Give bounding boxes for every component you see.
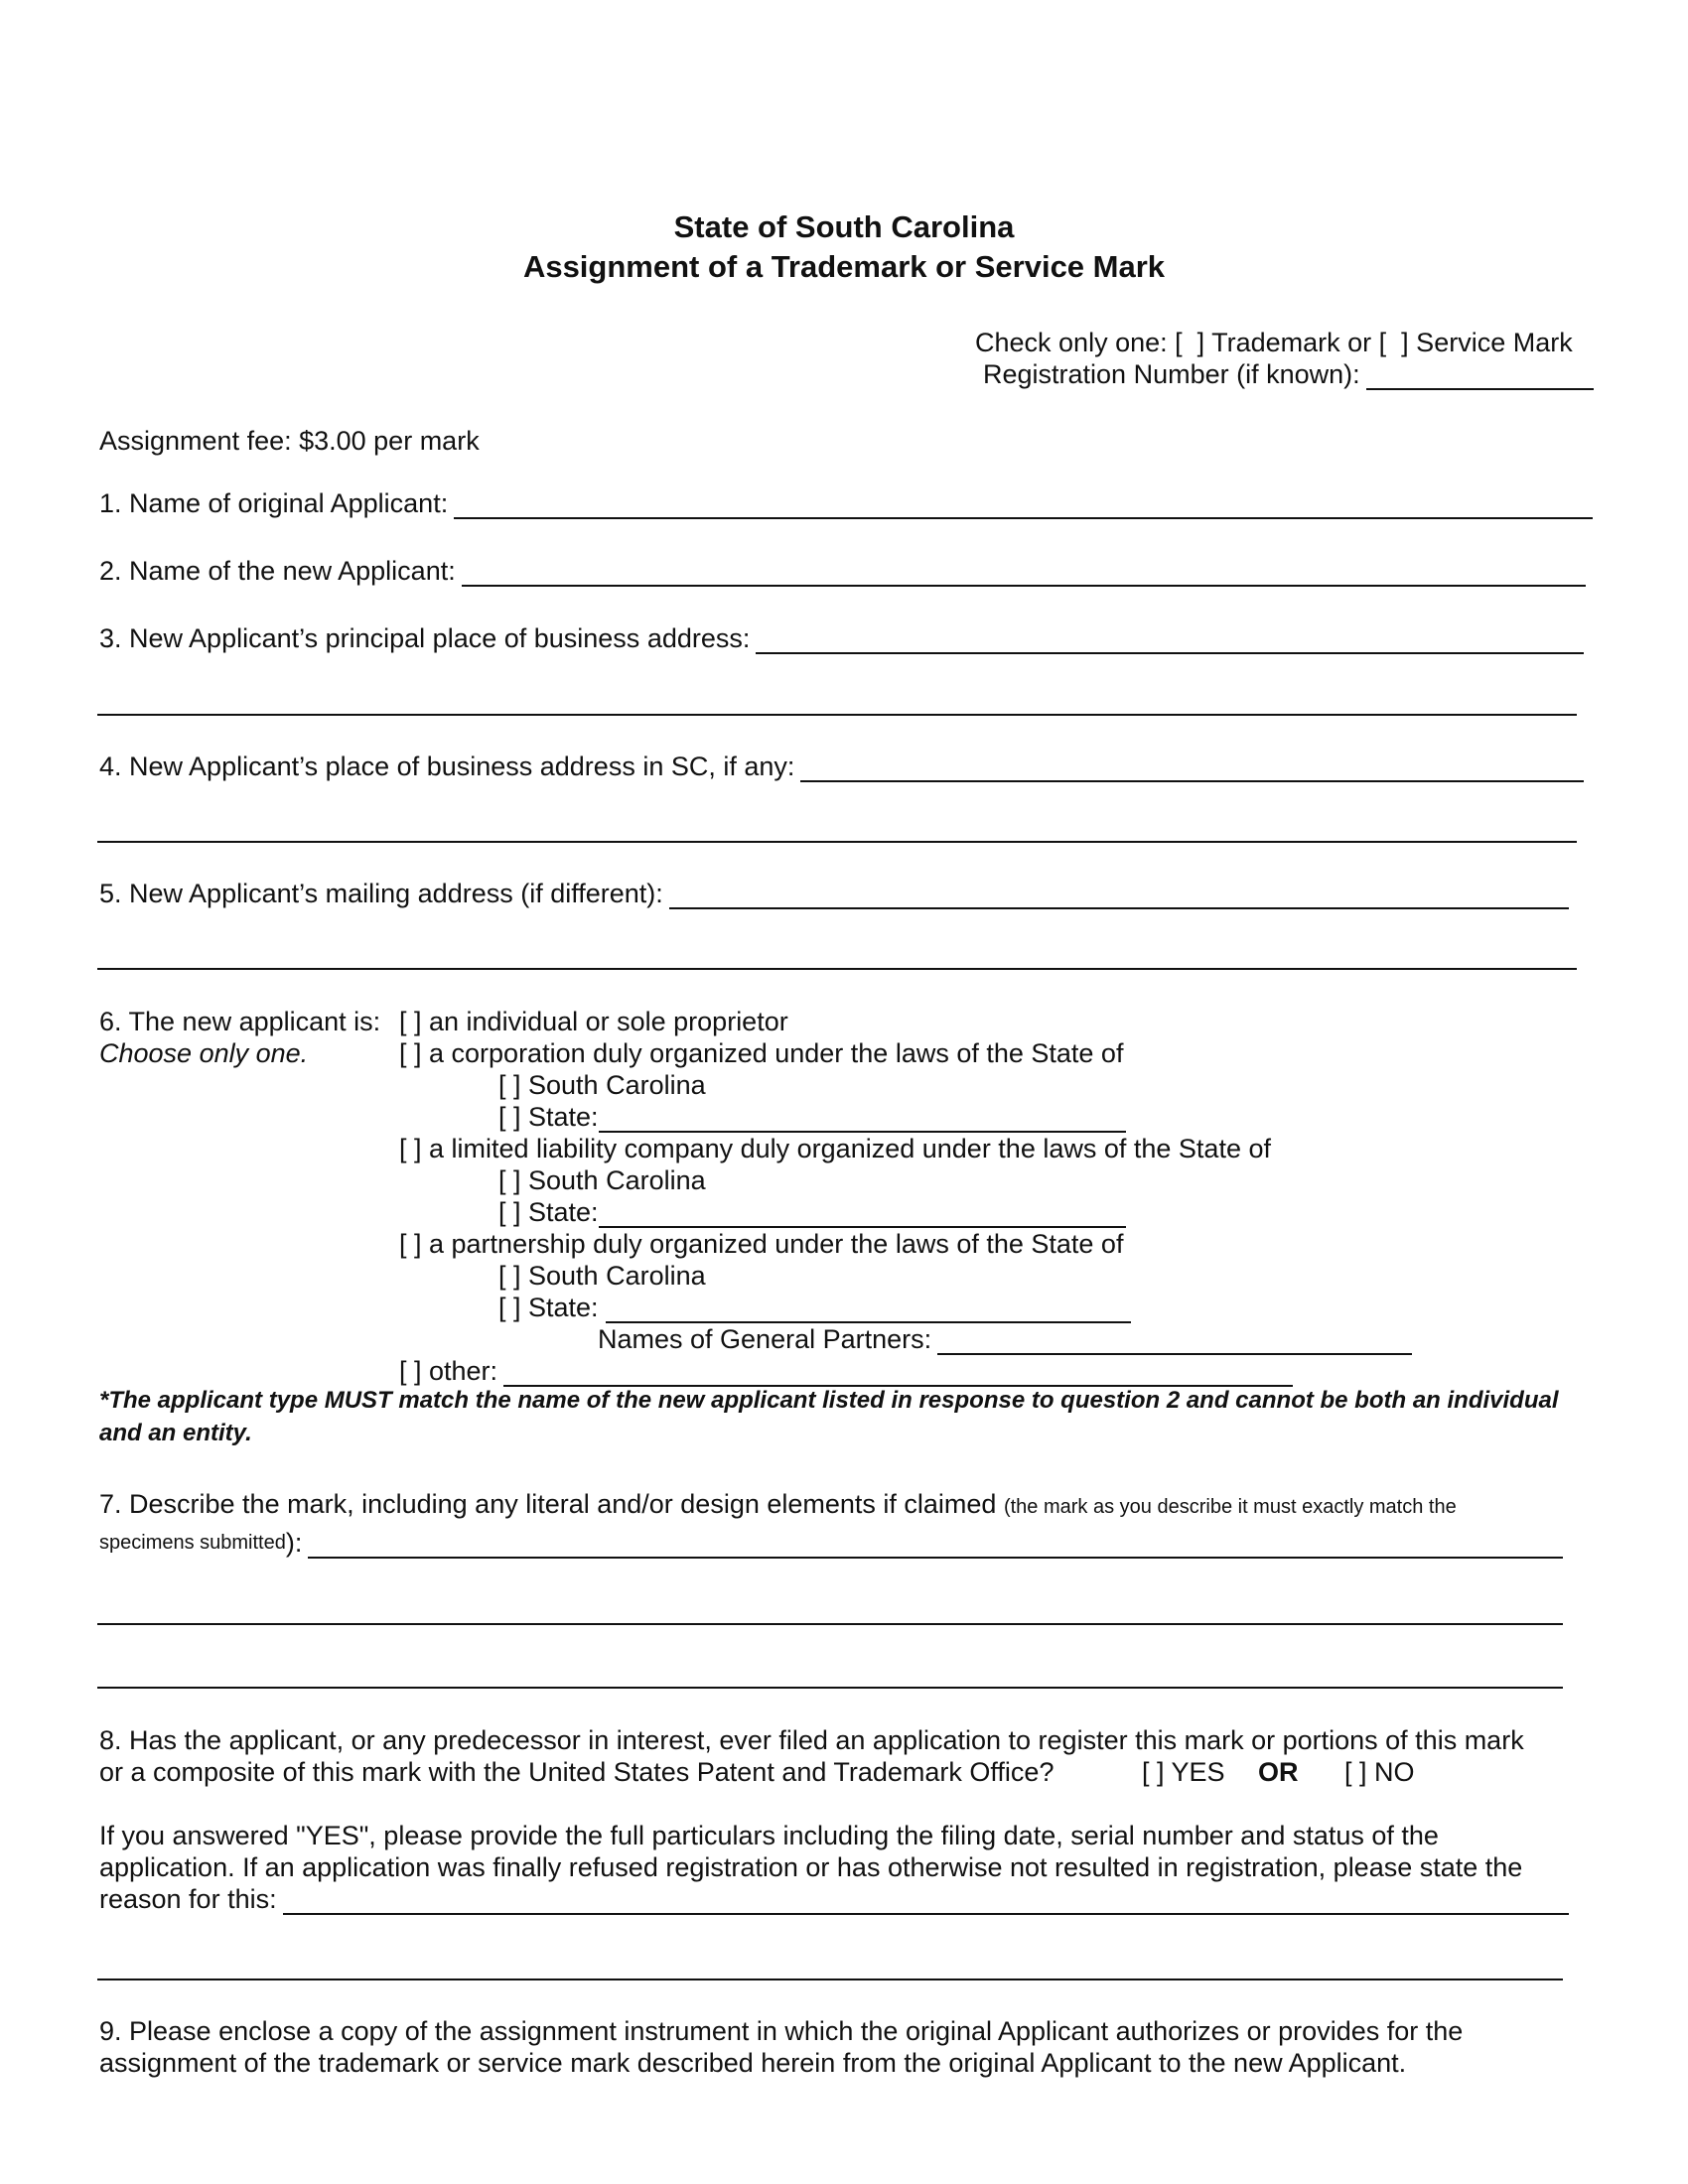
describe-mark-blank[interactable] xyxy=(308,1533,1563,1559)
choose-only-one-hint: Choose only one. xyxy=(99,1038,309,1068)
question-8-line-1: 8. Has the applicant, or any predecessor in interest, ever filed an application to register this mark or portions of this mark xyxy=(99,1725,1524,1755)
describe-mark-line-2[interactable] xyxy=(97,1623,1563,1625)
mark-type-checkboxes[interactable]: Check only one: [ ] Trademark or [ ] Service Mark xyxy=(975,328,1573,357)
refusal-reason-label: reason for this: xyxy=(99,1884,277,1914)
option-partnership[interactable]: [ ] a partnership duly organized under the laws of the State of xyxy=(399,1229,1124,1259)
sc-address-label: 4. New Applicant’s place of business address in SC, if any: xyxy=(99,751,795,781)
refusal-reason-blank[interactable] xyxy=(283,1889,1569,1915)
option-llc[interactable]: [ ] a limited liability company duly organized under the laws of the State of xyxy=(399,1134,1271,1163)
mailing-address-blank[interactable] xyxy=(669,884,1569,909)
partnership-south-carolina[interactable]: [ ] South Carolina xyxy=(498,1261,706,1291)
question-5[interactable] xyxy=(99,878,1569,909)
registration-number-label: Registration Number (if known): xyxy=(983,359,1360,389)
refusal-reason-line-2[interactable] xyxy=(97,1979,1563,1980)
principal-address-label: 3. New Applicant’s principal place of business address: xyxy=(99,623,751,653)
applicant-type-note: *The applicant type MUST match the name of the new applicant listed in response to question 2 and cannot be both an individual and an entity. xyxy=(99,1387,1559,1446)
registration-number-field[interactable] xyxy=(983,358,1594,390)
new-applicant-label: 2. Name of the new Applicant: xyxy=(99,556,456,586)
question-3[interactable] xyxy=(99,622,1584,654)
applicant-type-label: 6. The new applicant is: xyxy=(99,1007,381,1036)
yes-checkbox[interactable]: [ ] YES xyxy=(1142,1757,1225,1787)
partnership-state-label: [ ] State: xyxy=(498,1293,607,1322)
form-title: Assignment of a Trademark or Service Mark xyxy=(522,249,1166,284)
corporation-state-blank[interactable] xyxy=(599,1107,1126,1133)
describe-mark-line-3[interactable] xyxy=(97,1687,1563,1689)
assignment-fee: Assignment fee: $3.00 per mark xyxy=(99,426,480,456)
describe-mark-field[interactable] xyxy=(99,1527,1563,1559)
question-1[interactable] xyxy=(99,487,1593,519)
option-other[interactable]: [ ] other: xyxy=(399,1356,498,1386)
mailing-address-line-2[interactable] xyxy=(97,968,1577,970)
question-4[interactable] xyxy=(99,751,1584,782)
principal-address-blank[interactable] xyxy=(756,628,1584,654)
corporation-state-field[interactable] xyxy=(498,1101,1126,1133)
sc-address-blank[interactable] xyxy=(800,756,1584,782)
describe-mark-note: (the mark as you describe it must exactly match the xyxy=(1003,1496,1457,1518)
partnership-state-field[interactable] xyxy=(498,1292,1131,1323)
followup-line-2: application. If an application was finally refused registration or has otherwise not resulted in registration, please state the xyxy=(99,1852,1523,1882)
original-applicant-label: 1. Name of original Applicant: xyxy=(99,488,449,518)
question-7 xyxy=(99,1488,1457,1523)
followup-line-1: If you answered "YES", please provide the full particulars including the filing date, serial number and status of the xyxy=(99,1821,1439,1850)
general-partners-blank[interactable] xyxy=(937,1329,1412,1355)
original-applicant-blank[interactable] xyxy=(454,493,1593,519)
llc-state-blank[interactable] xyxy=(599,1202,1126,1228)
describe-mark-label: 7. Describe the mark, including any literal and/or design elements if claimed xyxy=(99,1489,997,1519)
question-9-line-1: 9. Please enclose a copy of the assignment instrument in which the original Applicant authorizes or provides for the xyxy=(99,2016,1464,2046)
general-partners-field[interactable] xyxy=(598,1323,1412,1355)
corporation-south-carolina[interactable]: [ ] South Carolina xyxy=(498,1070,706,1100)
question-9-line-2: assignment of the trademark or service mark described herein from the original Applicant to the new Applicant. xyxy=(99,2048,1407,2078)
no-checkbox[interactable]: [ ] NO xyxy=(1344,1757,1415,1787)
specimens-note: specimens submitted xyxy=(99,1532,286,1554)
form-title-state: State of South Carolina xyxy=(673,209,1015,244)
registration-number-blank[interactable] xyxy=(1366,364,1594,390)
describe-mark-colon: ): xyxy=(285,1528,303,1558)
llc-state-label: [ ] State: xyxy=(498,1197,599,1227)
question-2[interactable] xyxy=(99,555,1586,587)
sc-address-line-2[interactable] xyxy=(97,841,1577,843)
general-partners-label: Names of General Partners: xyxy=(598,1324,932,1354)
other-field[interactable] xyxy=(399,1355,1293,1387)
mailing-address-label: 5. New Applicant’s mailing address (if different): xyxy=(99,879,663,908)
option-individual[interactable]: [ ] an individual or sole proprietor xyxy=(399,1007,788,1036)
principal-address-line-2[interactable] xyxy=(97,714,1577,716)
or-separator: OR xyxy=(1258,1757,1299,1787)
refusal-reason-field[interactable] xyxy=(99,1883,1569,1915)
new-applicant-blank[interactable] xyxy=(462,561,1586,587)
llc-south-carolina[interactable]: [ ] South Carolina xyxy=(498,1165,706,1195)
llc-state-field[interactable] xyxy=(498,1196,1126,1228)
corporation-state-label: [ ] State: xyxy=(498,1102,599,1132)
question-8-line-2: or a composite of this mark with the United States Patent and Trademark Office? xyxy=(99,1757,1055,1787)
partnership-state-blank[interactable] xyxy=(606,1297,1131,1323)
option-corporation[interactable]: [ ] a corporation duly organized under the laws of the State of xyxy=(399,1038,1124,1068)
